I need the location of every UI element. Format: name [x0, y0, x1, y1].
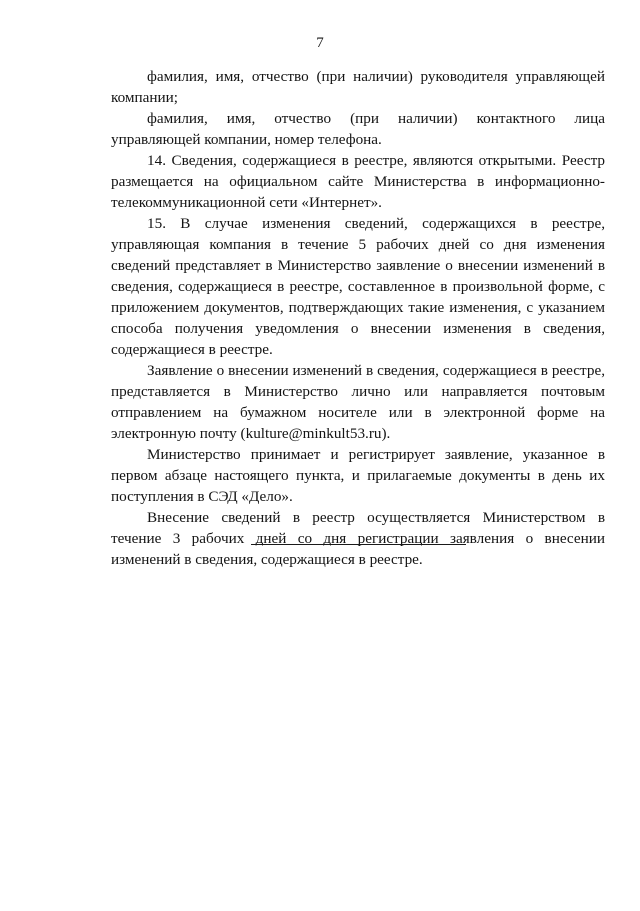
paragraph-item-15: 15. В случае изменения сведений, содержащихся в реестре, управляющая компания в течение 5 рабочих дней со дня изменения сведений представляет в Министерство заявление о внесении изменений в сведения, содержащиеся в реестре, составленное в произвольной форме, с приложением документов, подтверждающих такие изменения, с указанием способа получения уведомления о внесении изменения в сведения, содержащиеся в реестре.	[111, 215, 605, 358]
paragraph-contact-person: фамилия, имя, отчество (при наличии) контактного лица управляющей компании, номер телефона.	[111, 110, 605, 148]
paragraph-manager-name: фамилия, имя, отчество (при наличии) руководителя управляющей компании;	[111, 68, 605, 106]
document-body	[111, 66, 605, 570]
paragraph-item-14: 14. Сведения, содержащиеся в реестре, являются открытыми. Реестр размещается на официальном сайте Министерства в информационно-телекоммуникационной сети «Интернет».	[111, 152, 605, 211]
paragraph-registration: Министерство принимает и регистрирует заявление, указанное в первом абзаце настоящего пункта, и прилагаемые документы в день их поступления в СЭД «Дело».	[111, 446, 605, 505]
paragraph-application-submission: Заявление о внесении изменений в сведения, содержащиеся в реестре, представляется в Министерство лично или направляется почтовым отправлением на бумажном носителе или в электронной форме на электронную почту (kulture@minkult53.ru).	[111, 362, 605, 442]
end-divider-line	[251, 544, 466, 545]
page-number: 7	[316, 35, 324, 51]
paragraph-registry-update: Внесение сведений в реестр осуществляется Министерством в течение 3 рабочих дней со дня регистрации заявления о внесении изменений в сведения, содержащиеся в реестре.	[111, 509, 605, 568]
